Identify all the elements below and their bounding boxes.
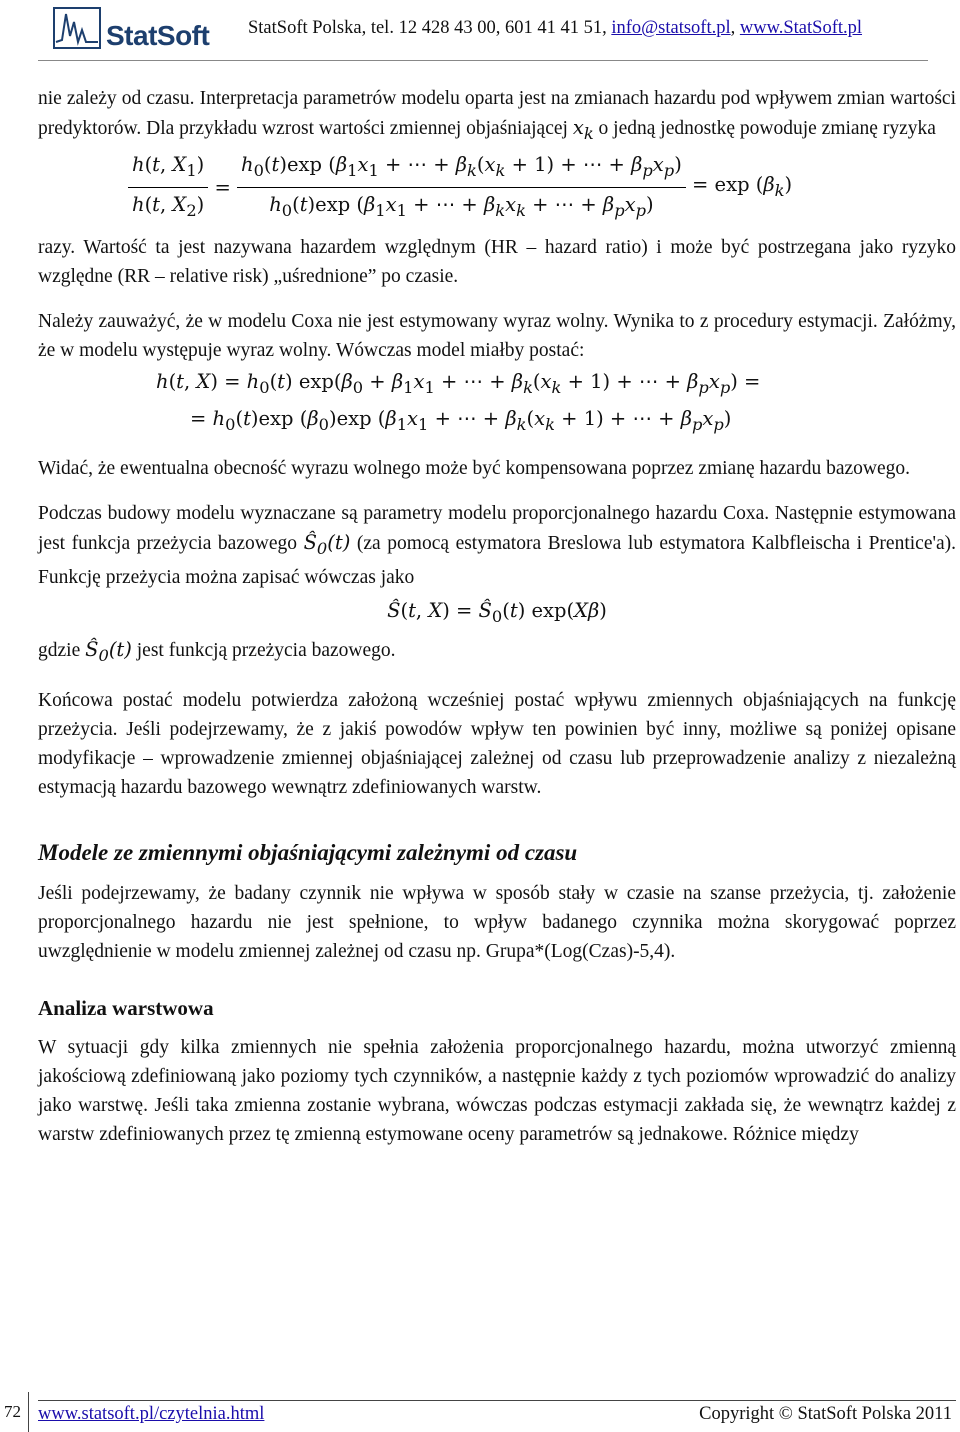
header-company: StatSoft Polska, tel. 12 428 43 00, 601 41 41 51,: [248, 18, 612, 38]
math-s0-hat: $Ŝ_0(t)$: [303, 531, 351, 559]
equation-model-intercept-line1: h(t, $X) = h_0(t) \exp(\beta_0 + \beta_1x_1$ + ⋯ + $\beta_k(x_k + 1)$ + ⋯ + $\beta_px_p$) =: [156, 369, 761, 397]
section-heading-stratified: Analiza warstwowa: [38, 996, 214, 1021]
header-email-link[interactable]: info@statsoft.pl: [611, 18, 731, 38]
paragraph-5-b: (za pomocą estymatora Breslowa lub estymatora Kalbfleischa i Prentice'a). Funkcję przeżycia można zapisać wówczas jako: [38, 533, 957, 589]
paragraph-4: Widać, że ewentualna obecność wyrazu wolnego może być kompensowana poprzez zmianę hazardu bazowego.: [38, 458, 910, 480]
sub-k: k: [583, 123, 594, 143]
section-heading-time-dependent: Modele ze zmiennymi objaśniającymi zależnymi od czasu: [38, 840, 578, 866]
paragraph-1-text: nie zależy od czasu. Interpretacja parametrów modelu oparta jest na zmianach hazardu pod wpływem zmian wartości predyktorów. Dla przykładu wzrost wartości zmiennej objaśniającej: [38, 88, 956, 139]
paragraph-6-a: gdzie: [38, 640, 81, 662]
paragraph-6-b: jest funkcją przeżycia bazowego.: [136, 640, 396, 662]
paragraph-9: W sytuacji gdy kilka zmiennych nie spełnia założenia proporcjonalnego hazardu, można utworzyć zmienną jakościową zdefiniowaną jako poziomy tych czynników, a następnie każdy z tych poziomów wprowadzić do analizy jako warstwę. Jeśli taka zmienna zostanie wybrana, wówczas podczas estymacji zakłada się, że wewnątrz każdej z warstw zdefiniowanych przez tę zmienną estymowane oceny parametrów są jednakowe. Różnice między: [38, 1037, 956, 1146]
page-number: 72: [4, 1402, 21, 1421]
var-x: x: [572, 116, 584, 139]
paragraph-2: razy. Wartość ta jest nazywana hazardem względnym (HR – hazard ratio) i może być postrzegana jako ryzyko względne (RR – relative risk) „uśrednione” po czasie.: [38, 236, 956, 287]
footer-vertical-rule: [28, 1392, 29, 1432]
frac-hazard-rhs: $\frac{h_0(t)\exp (\beta_1x_1 + \cdots + \beta_k(x_k + 1) + \cdots + \beta_px_p)}{h_0(t)\exp (\beta_1x_1 + \cdots + \beta_kx_k + \cdots + \beta_px_p)}$: [237, 150, 686, 225]
math-s0-hat-2: $Ŝ_0(t)$: [85, 638, 132, 666]
equation-hazard-ratio: $\frac{h(t, X_1)}{h(t, X_2)}$ = $\frac{h_0(t)\exp (\beta_1x_1 + \cdots + \beta_k(x_k + 1) + \cdots + \beta_px_p)}{h_0(t)\exp (\beta_1x_1 + \cdots + \beta_kx_k + \cdots + \beta_px_p)}$ = $\exp (\beta_k)$: [128, 150, 956, 225]
header-divider: [38, 60, 928, 61]
paragraph-3: Należy zauważyć, że w modelu Coxa nie jest estymowany wyraz wolny. Wynika to z procedury estymacji. Załóżmy, że w modelu występuje wyraz wolny. Wówczas model miałby postać:: [38, 310, 956, 361]
footer-copyright: Copyright © StatSoft Polska 2011: [699, 1404, 952, 1424]
header-contact: [248, 18, 862, 39]
paragraph-5: [38, 499, 956, 592]
document-body: [38, 84, 956, 1149]
math-xk: [572, 116, 594, 143]
footer-divider: [38, 1400, 956, 1401]
paragraph-5-a: Podczas budowy modelu wyznaczane są parametry modelu proporcjonalnego hazardu Coxa. Następnie estymowana jest funkcja przeżycia bazowego: [38, 503, 956, 555]
equation-model-intercept-line2: = $h_0(t)\exp$ $(\beta_0)\exp$ ($\beta_1x_1$ + ⋯ + $\beta_k(x_k + 1)$ + ⋯ + $\beta_px_p$): [190, 406, 732, 434]
paragraph-7: Końcowa postać modelu potwierdza założoną wcześniej postać wpływu zmiennych objaśniających na funkcję przeżycia. Jeśli podejrzewamy, że z jakiś powodów wpływ ten powinien być inny, możliwe są poniżej opisane modyfikacje – wprowadzenie zmiennej objaśniającej zależnej od czasu lub przeprowadzenie analizy z niezależną estymacją hazardu bazowego wewnątrz zdefiniowanych warstw.: [38, 690, 956, 799]
frac-hazard-lhs: $\frac{h(t, X_1)}{h(t, X_2)}$: [128, 150, 208, 225]
header-separator: ,: [730, 18, 740, 38]
header-website-link[interactable]: www.StatSoft.pl: [739, 18, 863, 38]
page-header: [38, 0, 928, 60]
equation-survival: Ŝ(t, $X) = Ŝ_0(t)$ exp(Xβ): [387, 599, 607, 627]
paragraph-1-end: o jedną jednostkę powoduje zmianę ryzyka: [593, 118, 936, 139]
logo-text: StatSoft: [106, 20, 210, 51]
paragraph-8: Jeśli podejrzewamy, że badany czynnik nie wpływa w sposób stały w czasie na szanse przeżycia, tj. założenie proporcjonalnego hazardu nie jest spełnione, to wpływ badanego czynnika można skorygować poprzez uwzględnienie w modelu zmiennej zależnej od czasu np. Grupa*(Log(Czas)-5,4).: [38, 883, 956, 963]
paragraph-6: [38, 635, 956, 670]
paragraph-1: [38, 84, 956, 148]
statsoft-logo: [52, 6, 262, 50]
footer-link[interactable]: www.statsoft.pl/czytelnia.html: [38, 1404, 265, 1424]
